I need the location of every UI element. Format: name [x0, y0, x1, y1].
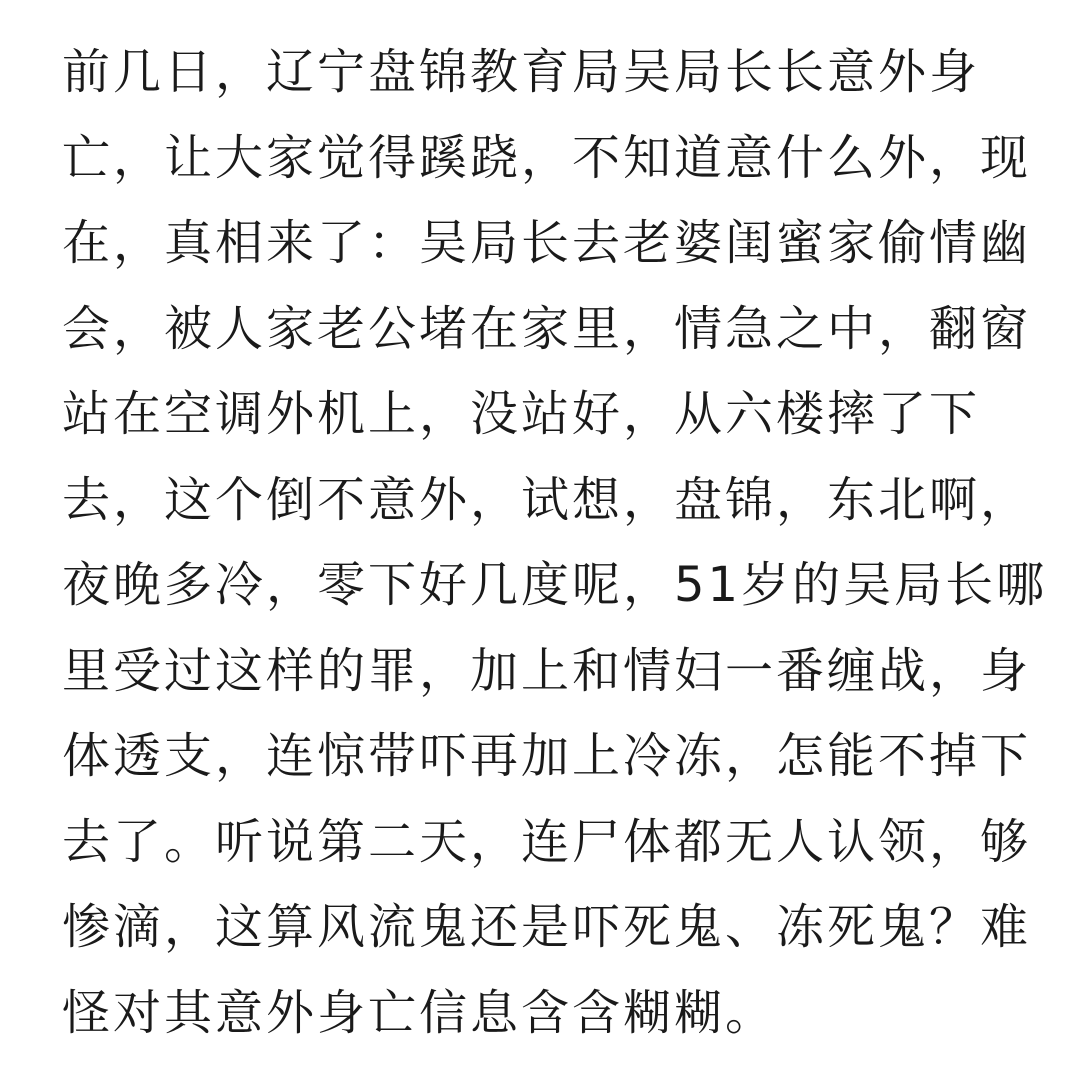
text-line: 体透支，连惊带吓再加上冷冻，怎能不掉下	[62, 728, 1032, 784]
text-line: 会，被人家老公堵在家里，情急之中，翻窗	[62, 300, 1032, 357]
text-line: 站在空调外机上，没站好，从六楼摔了下	[62, 386, 981, 442]
article-text	[62, 30, 1048, 1056]
text-line: 亡，让大家觉得蹊跷，不知道意什么外，现	[62, 129, 1032, 186]
text-line: 前几日，辽宁盘锦教育局吴局长长意外身	[62, 44, 981, 100]
text-line: 去，这个倒不意外，试想，盘锦，东北啊，	[62, 471, 1032, 528]
text-line: 惨滴，这算风流鬼还是吓死鬼、冻死鬼？难	[62, 899, 1032, 955]
text-line: 在，真相来了：吴局长去老婆闺蜜家偷情幽	[62, 215, 1032, 271]
text-line: 里受过这样的罪，加上和情妇一番缠战，身	[62, 642, 1032, 699]
text-line: 去了。听说第二天，连尸体都无人认领，够	[62, 813, 1032, 870]
text-line: 夜晚多冷，零下好几度呢，51岁的吴局长哪	[62, 557, 1048, 613]
text-line: 怪对其意外身亡信息含含糊糊。	[62, 984, 777, 1041]
